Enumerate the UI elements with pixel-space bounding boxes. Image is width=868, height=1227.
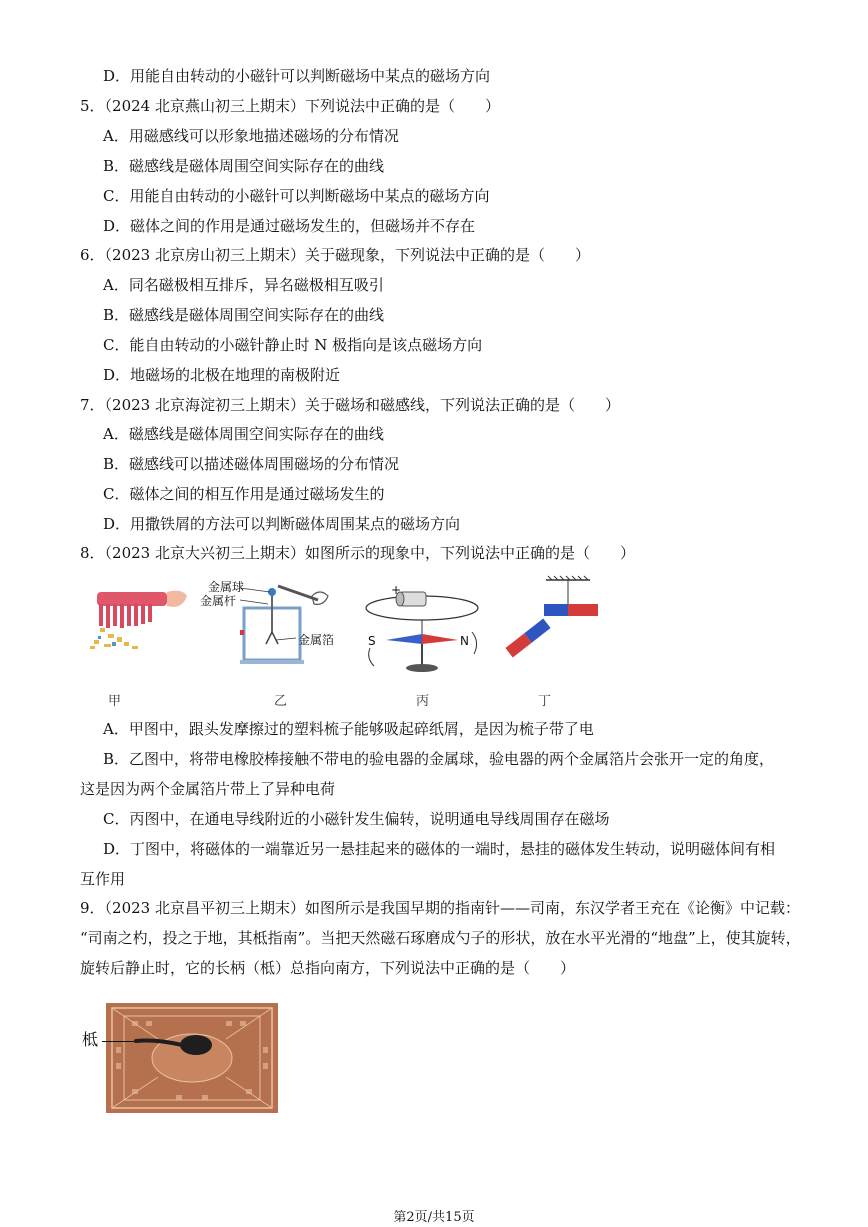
figure-label-jia: 甲 <box>108 694 122 709</box>
callout-metal-rod: 金属杆 <box>200 594 237 608</box>
text-continuation: 旋转后静止时，它的长柄（柢）总指向南方，下列说法中正确的是（ ） <box>80 959 576 977</box>
answer-option: C．丙图中，在通电导线附近的小磁针发生偏转，说明通电导线周围存在磁场 <box>103 810 610 828</box>
answer-option: B．磁感线是磁体周围空间实际存在的曲线 <box>103 157 385 175</box>
answer-option: B．乙图中，将带电橡胶棒接触不带电的验电器的金属球，验电器的两个金属箔片会张开一定的角度， <box>103 750 775 768</box>
answer-option: D．用撒铁屑的方法可以判断磁体周围某点的磁场方向 <box>103 515 461 533</box>
figure-label-ding: 丁 <box>538 694 552 709</box>
figure-sinan-compass <box>106 1003 278 1113</box>
callout-metal-foil: 金属箔 <box>298 633 335 647</box>
answer-option: D．用能自由转动的小磁针可以判断磁场中某点的磁场方向 <box>103 67 491 85</box>
figure-label-bing: 丙 <box>416 694 430 709</box>
question-stem: 8．（2023 北京大兴初三上期末）如图所示的现象中，下列说法中正确的是（ ） <box>80 544 635 562</box>
answer-option: C．磁体之间的相互作用是通过磁场发生的 <box>103 485 385 503</box>
answer-option: A．磁感线是磁体周围空间实际存在的曲线 <box>103 425 384 443</box>
answer-option: C．能自由转动的小磁针静止时 N 极指向是该点磁场方向 <box>103 336 483 354</box>
text-continuation: 这是因为两个金属箔片带上了异种电荷 <box>80 780 336 798</box>
answer-option: B．磁感线是磁体周围空间实际存在的曲线 <box>103 306 385 324</box>
figure-bing-compass <box>356 582 486 678</box>
answer-option: D．地磁场的北极在地理的南极附近 <box>103 366 341 384</box>
text-continuation: “司南之杓，投之于地，其柢指南”。当把天然磁石琢磨成勺子的形状，放在水平光滑的“地盘”上，使其旋转， <box>80 929 801 947</box>
answer-option: A．同名磁极相互排斥，异名磁极相互吸引 <box>103 276 384 294</box>
answer-option: A．甲图中，跟头发摩擦过的塑料梳子能够吸起碎纸屑，是因为梳子带了电 <box>103 720 594 738</box>
page-footer: 第2页/共15页 <box>393 1210 475 1225</box>
pole-n-label: N <box>460 634 469 648</box>
question-stem: 7．（2023 北京海淀初三上期末）关于磁场和磁感线，下列说法正确的是（ ） <box>80 396 620 414</box>
figure-ding-magnets <box>494 574 604 666</box>
answer-option: D．丁图中，将磁体的一端靠近另一悬挂起来的磁体的一端时，悬挂的磁体发生转动，说明磁体间有相 <box>103 840 776 858</box>
answer-option: D．磁体之间的作用是通过磁场发生的，但磁场并不存在 <box>103 217 476 235</box>
answer-option: A．用磁感线可以形象地描述磁场的分布情况 <box>103 127 399 145</box>
figure-label-di: 柢 <box>82 1030 99 1049</box>
pole-s-label: S <box>368 634 376 648</box>
figure-jia-comb <box>82 582 192 654</box>
callout-metal-ball: 金属球 <box>208 580 245 594</box>
plus-sign: + <box>391 583 402 597</box>
question-stem: 5．（2024 北京燕山初三上期末）下列说法中正确的是（ ） <box>80 97 500 115</box>
answer-option: B．磁感线可以描述磁体周围磁场的分布情况 <box>103 455 400 473</box>
question-stem: 9．（2023 北京昌平初三上期末）如图所示是我国早期的指南针——司南，东汉学者王充在《论衡》中记载： <box>80 899 800 917</box>
figure-label-yi: 乙 <box>274 694 288 709</box>
question-stem: 6．（2023 北京房山初三上期末）关于磁现象，下列说法中正确的是（ ） <box>80 246 590 264</box>
text-continuation: 互作用 <box>80 870 126 888</box>
answer-option: C．用能自由转动的小磁针可以判断磁场中某点的磁场方向 <box>103 187 490 205</box>
